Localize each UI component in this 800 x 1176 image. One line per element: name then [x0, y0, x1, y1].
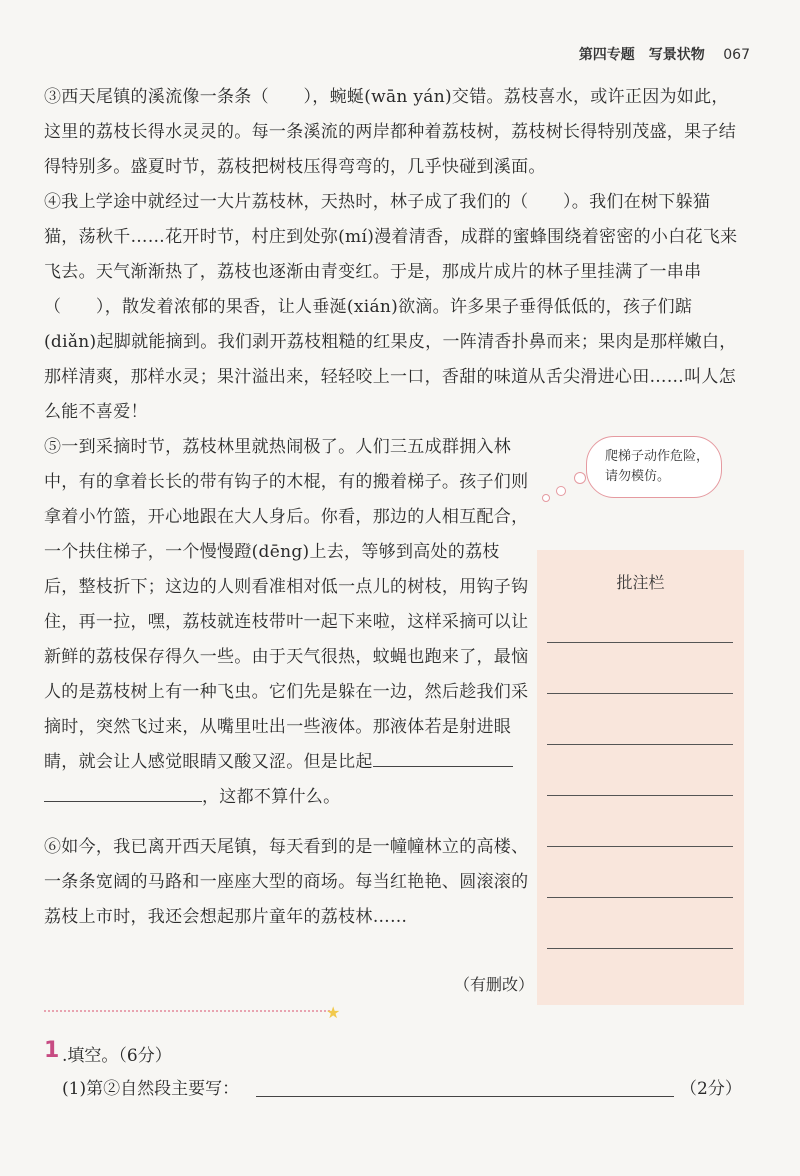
annotation-title: 批注栏 — [616, 573, 665, 592]
section-title: 第四专题 写景状物 — [578, 47, 705, 63]
annotation-line[interactable] — [547, 795, 733, 796]
annotation-line[interactable] — [547, 948, 733, 949]
paragraph-4: ④我上学途中就经过一大片荔枝林，天热时，林子成了我们的（ ）。我们在树下躲猫猫，荡秋千……花开时节，村庄到处弥(mí)漫着清香，成群的蜜蜂围绕着密密的小白花飞来飞去。天气渐渐热了，荔枝也逐渐由青变红。于是，那成片成片的林子里挂满了一串串（ ），散发着浓郁的果香，让人垂涎(xián)欲滴。许多果子垂得低低的，孩子们踮(diǎn)起脚就能摘到。我们剥开荔枝粗糙的红果皮，一阵清香扑鼻而来；果肉是那样嫩白，那样清爽，那样水灵；果汁溢出来，轻轻咬上一口，香甜的味道从舌尖滑进心田……叫人怎么能不喜爱！ — [44, 192, 738, 422]
paragraph-5 — [44, 430, 530, 815]
paragraph-5-end: ，这都不算什么。 — [202, 787, 341, 807]
annotation-line[interactable] — [547, 846, 733, 847]
question-1-answer-line[interactable] — [256, 1096, 674, 1097]
annotation-line[interactable] — [547, 693, 733, 694]
question-1-score: （2分） — [680, 1079, 742, 1099]
paragraph-6: ⑥如今，我已离开西天尾镇，每天看到的是一幢幢林立的高楼、一条条宽阔的马路和一座座大型的商场。每当红艳艳、圆滚滚的荔枝上市时，我还会想起那片童年的荔枝林…… — [44, 837, 529, 927]
question-title: .填空。（6分） — [62, 1046, 172, 1066]
annotation-panel — [537, 550, 744, 1005]
question-1-prompt: (1)第②自然段主要写： — [62, 1079, 240, 1099]
annotation-line[interactable] — [547, 642, 733, 643]
answer-blank-2[interactable] — [44, 800, 202, 802]
thought-dot-medium — [556, 486, 566, 496]
paragraph-3: ③西天尾镇的溪流像一条条（ ），蜿蜒(wān yán)交错。荔枝喜水，或许正因为如此，这里的荔枝长得水灵灵的。每一条溪流的两岸都种着荔枝树，荔枝树长得特别茂盛，果子结得特别多。盛夏时节，荔枝把树枝压得弯弯的，几乎快碰到溪面。 — [44, 87, 736, 177]
source-credit: （有删改） — [454, 975, 535, 994]
annotation-line[interactable] — [547, 897, 733, 898]
paragraph-5-text: ⑤一到采摘时节，荔枝林里就热闹极了。人们三五成群拥入林中，有的拿着长长的带有钩子的木棍，有的搬着梯子。孩子们则拿着小竹篮，开心地跟在大人身后。你看，那边的人相互配合，一个扶住梯子，一个慢慢蹬(dēng)上去，等够到高处的荔枝后，整枝折下；这边的人则看准相对低一点儿的树枝，用钩子钩住，再一拉，嘿，荔枝就连枝带叶一起下来啦，这样采摘可以让新鲜的荔枝保存得久一些。由于天气很热，蚊蝇也跑来了，最恼人的是荔枝树上有一种飞虫。它们先是躲在一边，然后趁我们采摘时，突然飞过来，从嘴里吐出一些液体。那液体若是射进眼睛，就会让人感觉眼睛又酸又涩。但是比起 — [44, 437, 529, 772]
star-icon: ★ — [326, 1003, 341, 1022]
safety-tip-bubble — [586, 436, 722, 498]
answer-blank-1[interactable] — [373, 765, 513, 767]
thought-dot-large — [574, 472, 586, 484]
dotted-divider — [44, 1010, 334, 1012]
annotation-line[interactable] — [547, 744, 733, 745]
question-number: 1 — [44, 1038, 60, 1063]
page-header — [579, 44, 750, 64]
thought-dot-small — [542, 494, 550, 502]
safety-tip-text: 爬梯子动作危险，请勿模仿。 — [605, 449, 710, 484]
page-number: 067 — [723, 47, 750, 63]
